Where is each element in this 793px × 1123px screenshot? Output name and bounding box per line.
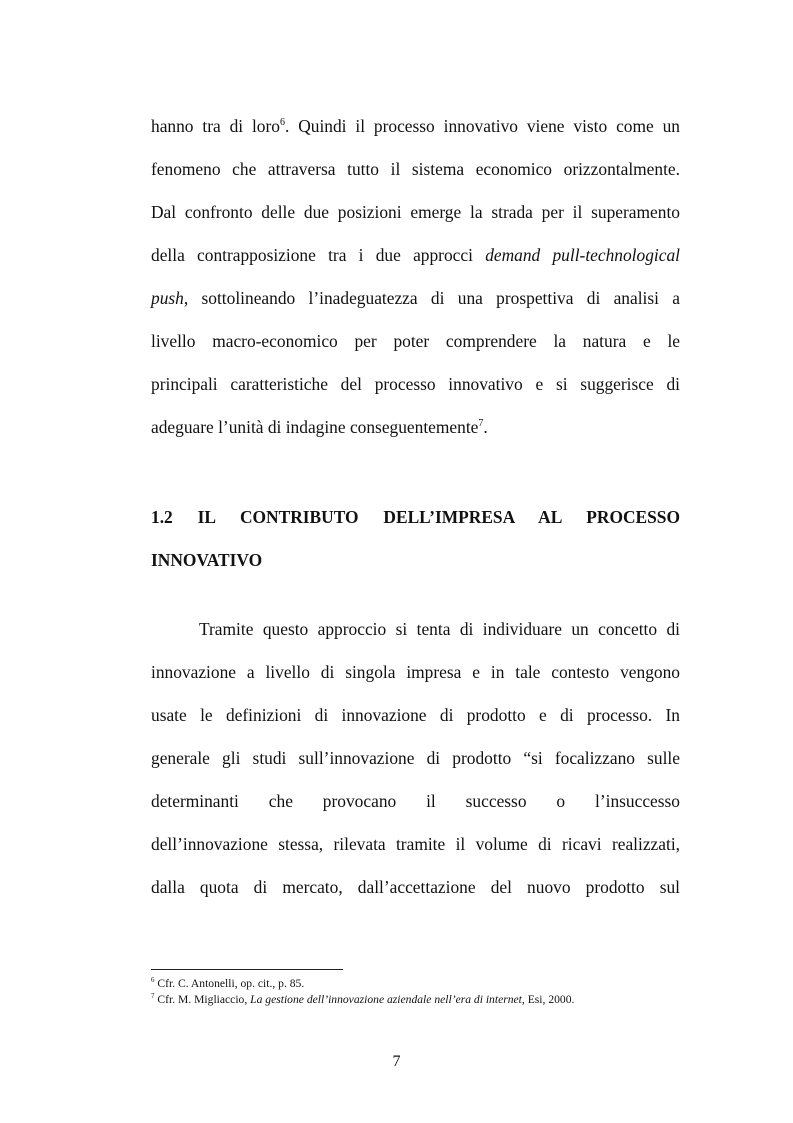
body-line: fenomeno che attraversa tutto il sistema economico orizzontalmente.: [151, 159, 680, 179]
footnote-separator: [151, 969, 343, 970]
footnote-6: $^6$ Cfr. C. Antonelli, op. cit., p. 85.: [151, 976, 305, 990]
body-line: adeguare l’unità di indagine conseguentemente$^7$.: [151, 417, 488, 437]
body-line: hanno tra di loro$^6$. Quindi il processo innovativo viene visto come un: [151, 116, 680, 136]
page-number: 7: [392, 1053, 401, 1070]
section-heading: 1.2 IL CONTRIBUTO DELL’IMPRESA AL PROCESSO: [151, 507, 680, 527]
body-line: principali caratteristiche del processo innovativo e si suggerisce di: [151, 374, 680, 394]
section-heading-cont: INNOVATIVO: [151, 550, 263, 570]
body-line: generale gli studi sull’innovazione di prodotto “si focalizzano sulle: [151, 748, 680, 768]
body-line: della contrapposizione tra i due approcci demand pull-technological: [151, 245, 680, 265]
body-line: dalla quota di mercato, dall’accettazione del nuovo prodotto sul: [151, 877, 680, 897]
footnote-ref: 7: [478, 418, 484, 429]
body-line: Dal confronto delle due posizioni emerge la strada per il superamento: [151, 202, 680, 222]
footnote-7: $^7$ Cfr. M. Migliaccio, La gestione dell’innovazione aziendale nell’era di internet, Esi, 2000.: [151, 992, 575, 1006]
body-line: livello macro-economico per poter comprendere la natura e le: [151, 331, 680, 351]
footnote-ref: 6: [279, 117, 285, 128]
body-line: innovazione a livello di singola impresa e in tale contesto vengono: [151, 662, 680, 682]
body-line: determinanti che provocano il successo o l’insuccesso: [151, 791, 680, 811]
body-line: dell’innovazione stessa, rilevata tramite il volume di ricavi realizzati,: [151, 834, 680, 854]
body-line: push, sottolineando l’inadeguatezza di una prospettiva di analisi a: [151, 288, 680, 308]
body-line: Tramite questo approccio si tenta di individuare un concetto di: [199, 619, 680, 639]
body-line: usate le definizioni di innovazione di prodotto e di processo. In: [151, 705, 680, 725]
